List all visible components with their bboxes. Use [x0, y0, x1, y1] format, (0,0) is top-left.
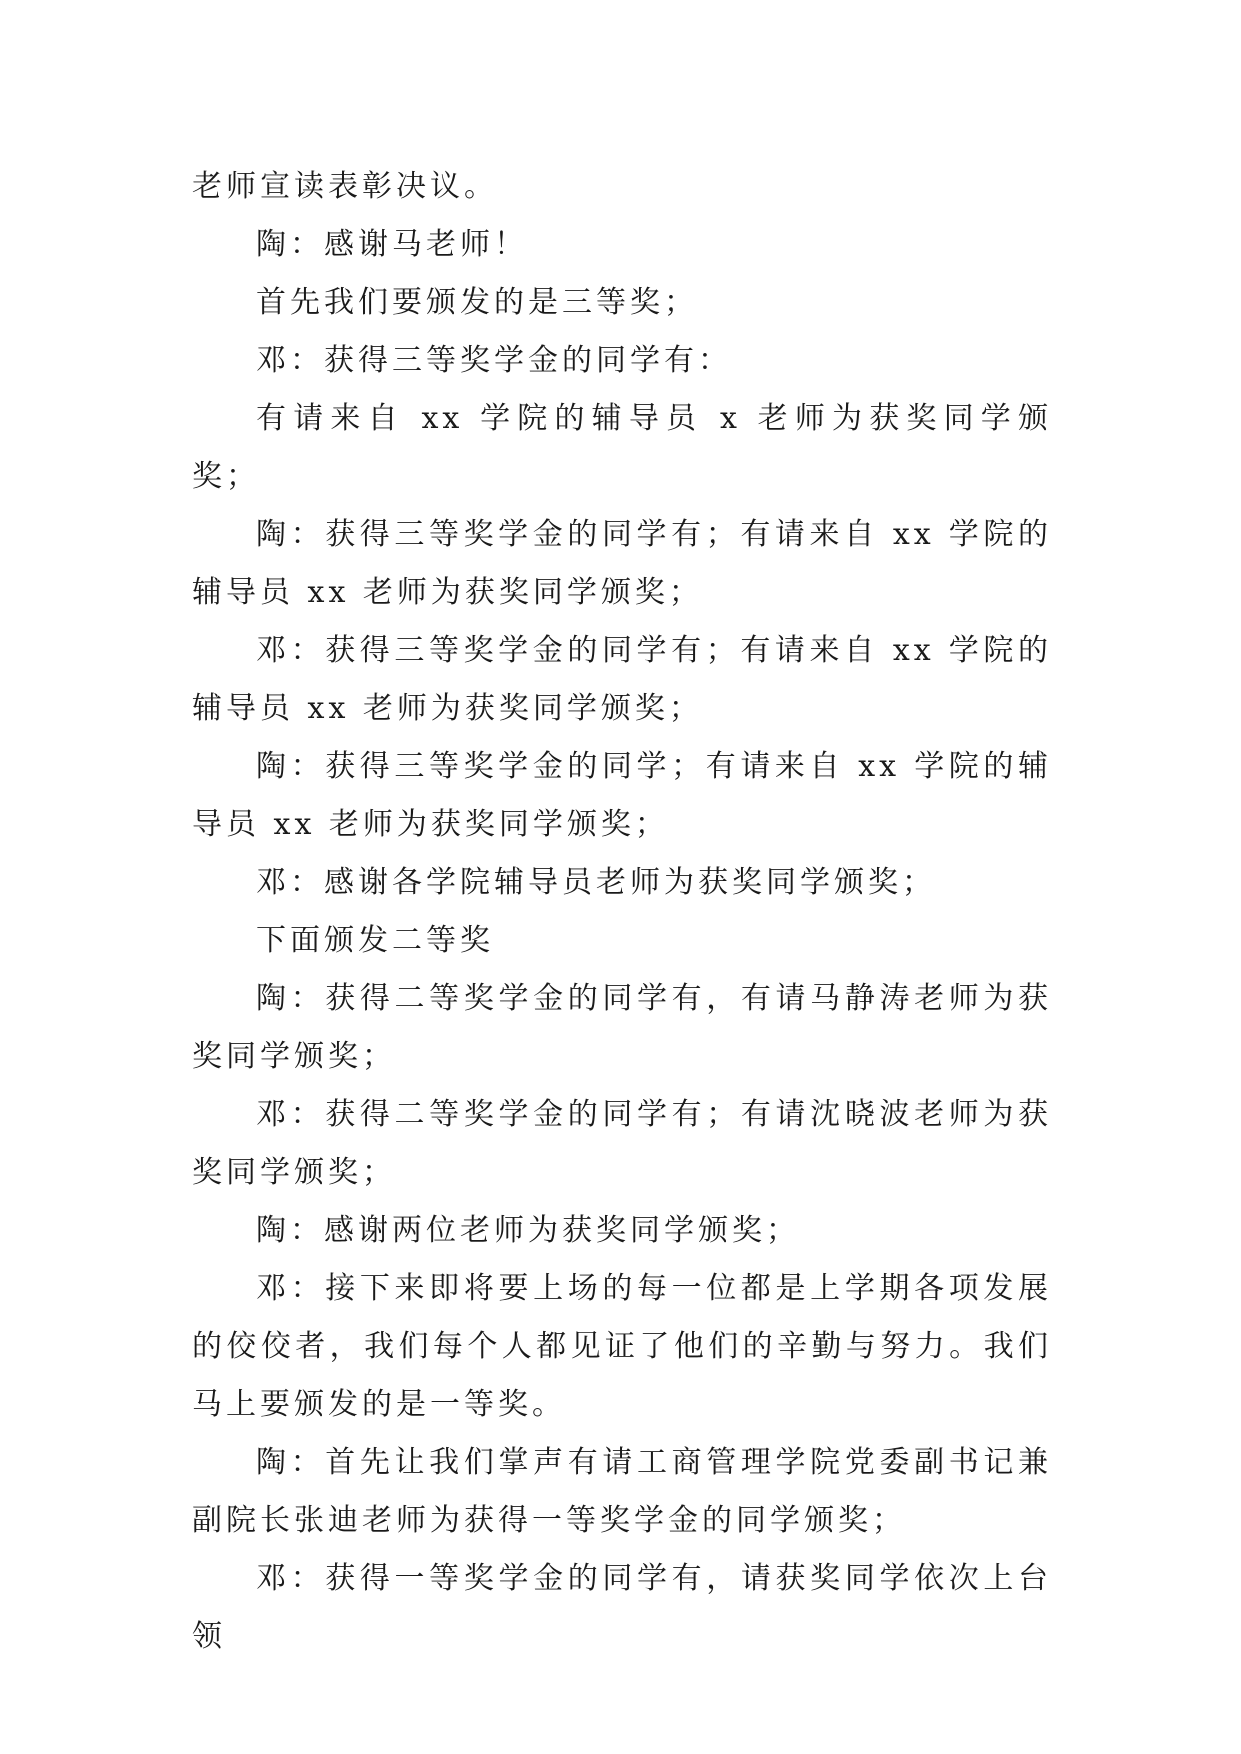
paragraph-9: 邓：感谢各学院辅导员老师为获奖同学颁奖；	[256, 865, 936, 900]
paragraph-8: 陶：获得三等奖学金的同学；有请来自 xx 学院的辅导员 xx 老师为获奖同学颁奖；	[192, 749, 1052, 842]
paragraph-4: 邓：获得三等奖学金的同学有：	[256, 343, 732, 378]
paragraph-7: 邓：获得三等奖学金的同学有；有请来自 xx 学院的辅导员 xx 老师为获奖同学颁奖；	[192, 633, 1052, 726]
paragraph-6: 陶：获得三等奖学金的同学有；有请来自 xx 学院的辅导员 xx 老师为获奖同学颁奖；	[192, 517, 1052, 610]
paragraph-1: 老师宣读表彰决议。	[192, 169, 498, 204]
document-body	[192, 158, 1052, 1666]
paragraph-15: 陶：首先让我们掌声有请工商管理学院党委副书记兼副院长张迪老师为获得一等奖学金的同学颁奖；	[192, 1445, 1052, 1538]
paragraph-12: 邓：获得二等奖学金的同学有；有请沈晓波老师为获奖同学颁奖；	[192, 1097, 1052, 1190]
paragraph-13: 陶：感谢两位老师为获奖同学颁奖；	[256, 1213, 800, 1248]
paragraph-10: 下面颁发二等奖	[256, 923, 494, 958]
paragraph-11: 陶：获得二等奖学金的同学有，有请马静涛老师为获奖同学颁奖；	[192, 981, 1052, 1074]
paragraph-14: 邓：接下来即将要上场的每一位都是上学期各项发展的佼佼者，我们每个人都见证了他们的辛勤与努力。我们马上要颁发的是一等奖。	[192, 1271, 1052, 1422]
paragraph-5: 有请来自 xx 学院的辅导员 x 老师为获奖同学颁奖；	[192, 401, 1052, 494]
paragraph-2: 陶：感谢马老师！	[256, 227, 528, 262]
paragraph-16: 邓：获得一等奖学金的同学有，请获奖同学依次上台领	[192, 1561, 1052, 1654]
paragraph-3: 首先我们要颁发的是三等奖；	[256, 285, 698, 320]
